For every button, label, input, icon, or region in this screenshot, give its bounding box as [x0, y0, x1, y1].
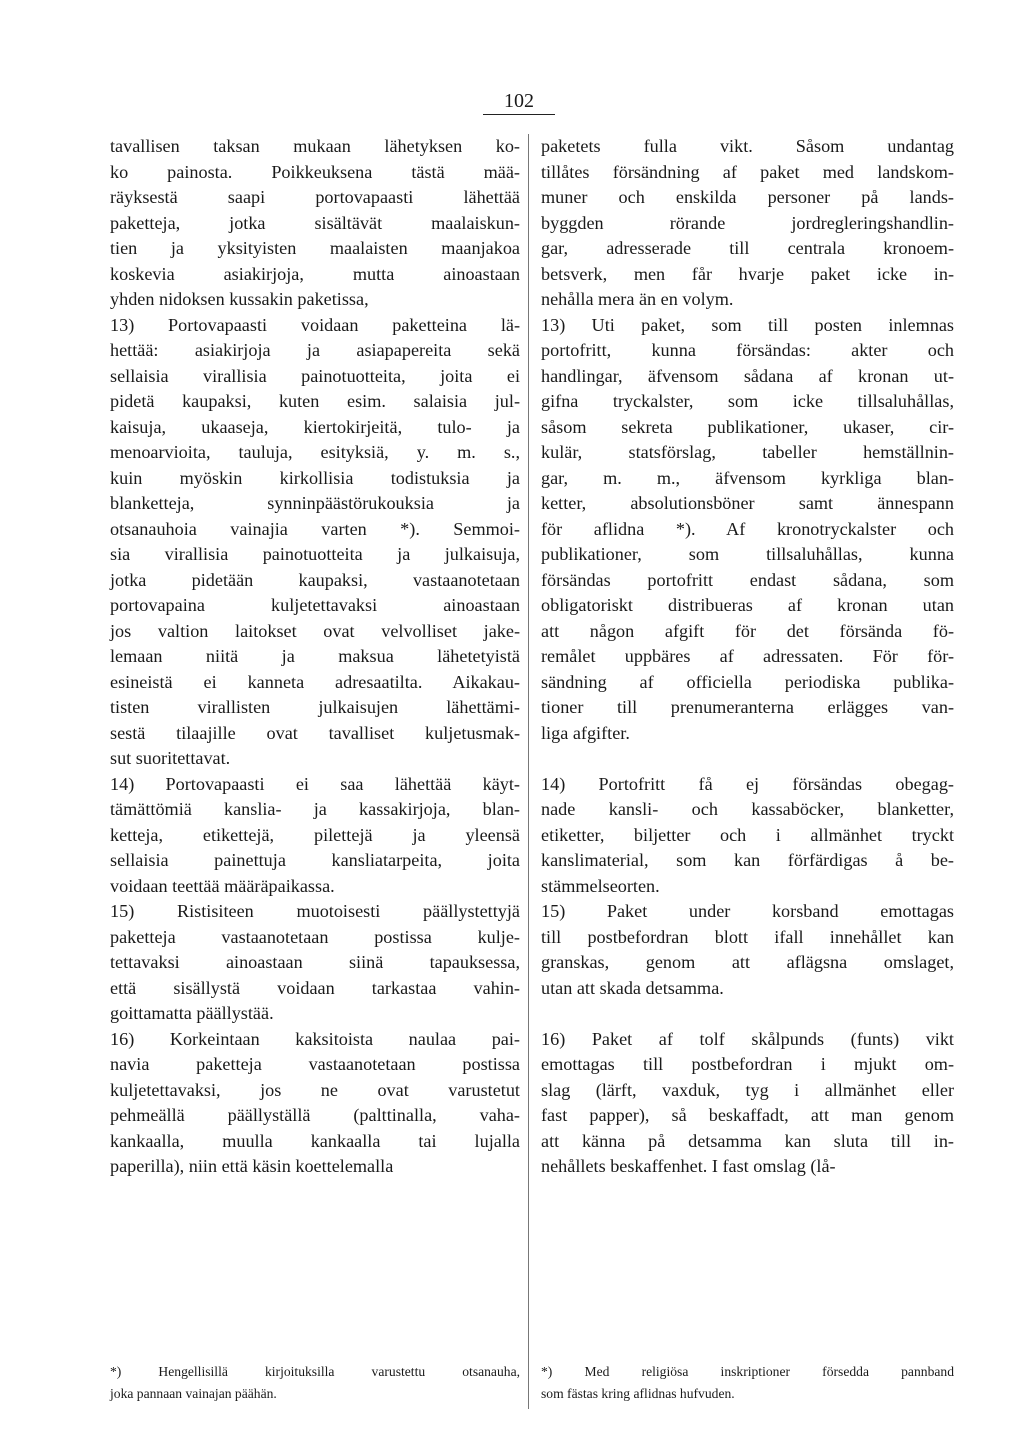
text-line: hettää: asiakirjoja ja asiapapereita sekä — [110, 340, 520, 360]
text-line: että sisällystä voidaan tarkastaa vahin- — [110, 977, 520, 998]
text-line: gar, adresserade till centrala kronoem- — [541, 238, 954, 258]
text-line: remålet uppbäres af adressaten. För för- — [541, 646, 954, 666]
text-line: 13) Portovapaasti voidaan paketteina lä- — [110, 314, 520, 335]
text-line: sut suoritettavat. — [110, 748, 231, 768]
text-line: ketteja, etikettejä, pilettejä ja yleensä — [110, 824, 520, 845]
text-line: försändas portofritt endast sådana, som — [541, 569, 954, 590]
text-line: jotka pidetään kaupaksi, vastaanotetaan — [110, 569, 520, 590]
text-line: esineistä ei kanneta adresaatilta. Aikakau- — [110, 671, 520, 692]
text-line: till postbefordran blott ifall innehållet kan — [541, 926, 954, 947]
text-line: såsom sekreta publikationer, ukaser, cir- — [541, 416, 954, 437]
text-line: paperilla), niin että käsin koettelemalla — [110, 1156, 394, 1176]
text-line: byggden rörande jordregleringshandlin- — [541, 212, 954, 233]
footnote-line: *) Hengellisillä kirjoituksilla varustettu otsanauha, — [110, 1364, 520, 1379]
paragraph-gap — [541, 1001, 954, 1027]
text-line: muner och enskilda personer på lands- — [541, 187, 954, 207]
text-line: 15) Ristisiteen muotoisesti päällystettyjä — [110, 901, 520, 921]
column-divider — [528, 134, 529, 1409]
text-line: nehållets beskaffenhet. I fast omslag (lå- — [541, 1156, 836, 1176]
text-line: 14) Portovapaasti ei saa lähettää käyt- — [110, 773, 520, 794]
text-line: voidaan teettää määräpaikassa. — [110, 875, 335, 896]
text-line: betsverk, men får hvarje paket icke in- — [541, 263, 954, 284]
text-line: ko painosta. Poikkeuksena tästä mää- — [110, 161, 520, 182]
text-line: tien ja yksityisten maalaisten maanjakoa — [110, 238, 520, 258]
text-line: att känna på detsamma kan sluta till in- — [541, 1130, 954, 1151]
text-line: tillåtes försändning af paket med landskom- — [541, 161, 954, 182]
footnote-line: som fästas kring aflidnas hufvuden. — [541, 1386, 735, 1401]
page-number-rule — [483, 114, 555, 115]
text-line: nade kansli- och kassaböcker, blanketter, — [541, 799, 954, 819]
text-line: 16) Korkeintaan kaksitoista naulaa pai- — [110, 1028, 520, 1049]
text-line: liga afgifter. — [541, 722, 630, 743]
finnish-column — [110, 134, 520, 1180]
text-line: paketteja vastaanotetaan postissa kulje- — [110, 926, 520, 947]
text-line: räyksestä saapi portovapaasti lähettää — [110, 187, 520, 207]
text-line: för aflidna *). Af kronotryckalster och — [541, 518, 954, 539]
text-line: pehmeällä päällyställä (palttinalla, vaha- — [110, 1105, 520, 1125]
text-line: kaisuja, ukaaseja, kiertokirjeitä, tulo- ja — [110, 416, 520, 437]
text-line: granskas, genom att aflägsna omslaget, — [541, 952, 954, 972]
text-line: blanketteja, synninpäästörukouksia ja — [110, 493, 520, 513]
text-line: handlingar, äfvensom sådana af kronan ut- — [541, 365, 954, 386]
paragraph-gap — [541, 746, 954, 772]
text-line: fast papper), så beskaffadt, att man genom — [541, 1105, 954, 1125]
text-line: sestä tilaajille ovat tavalliset kuljetusmak- — [110, 722, 520, 743]
text-line: menoarvioita, tauluja, esityksiä, y. m. s., — [110, 442, 520, 462]
text-line: kanslimaterial, som kan förfärdigas å be- — [541, 850, 954, 870]
footnote-line: *) Med religiösa inskriptioner försedda pannband — [541, 1364, 954, 1379]
text-line: yhden nidoksen kussakin paketissa, — [110, 289, 369, 309]
text-line: paketets fulla vikt. Såsom undantag — [541, 136, 954, 156]
text-line: kulär, statsförslag, tabeller hemställnin- — [541, 442, 954, 462]
text-line: jos valtion laitokset ovat velvolliset jake- — [110, 620, 520, 641]
finnish-footnote — [110, 1361, 520, 1405]
text-line: sändning af officiella periodiska publika- — [541, 671, 954, 692]
text-line: gar, m. m., äfvensom kyrkliga blan- — [541, 467, 954, 488]
text-line: etiketter, biljetter och i allmänhet tryckt — [541, 824, 954, 845]
text-line: publikationer, som tillsaluhållas, kunna — [541, 544, 954, 564]
text-line: kuin myöskin kirkollisia todistuksia ja — [110, 467, 520, 488]
text-line: att någon afgift för det försända fö- — [541, 620, 954, 641]
text-line: goittamatta päällystää. — [110, 1003, 274, 1023]
text-line: slag (lärft, vaxduk, tyg i allmänhet eller — [541, 1079, 954, 1100]
text-line: emottagas till postbefordran i mjukt om- — [541, 1054, 954, 1074]
text-line: koskevia asiakirjoja, mutta ainoastaan — [110, 263, 520, 284]
text-line: tettavaksi ainoastaan siinä tapauksessa, — [110, 952, 520, 972]
text-line: portofritt, kunna försändas: akter och — [541, 340, 954, 360]
text-line: nehålla mera än en volym. — [541, 289, 734, 309]
text-line: tämättömiä kanslia- ja kassakirjoja, blan- — [110, 799, 520, 819]
text-line: navia paketteja vastaanotetaan postissa — [110, 1054, 520, 1074]
text-line: gifna tryckalster, som icke tillsaluhållas, — [541, 391, 954, 411]
text-line: 13) Uti paket, som till posten inlemnas — [541, 314, 954, 335]
text-line: lemaan niitä ja maksua lähetetyistä — [110, 646, 520, 666]
swedish-footnote — [541, 1361, 954, 1405]
text-line: sellaisia painettuja kansliatarpeita, joita — [110, 850, 520, 870]
text-line: tavallisen taksan mukaan lähetyksen ko- — [110, 136, 520, 156]
page-number: 102 — [504, 90, 534, 112]
text-line: pidetä kaupaksi, kuten esim. salaisia jul- — [110, 391, 520, 411]
text-line: ketter, absolutionsböner samt ännespann — [541, 493, 954, 513]
text-line: paketteja, jotka sisältävät maalaiskun- — [110, 212, 520, 233]
text-line: tioner till prenumeranterna erlägges van- — [541, 697, 954, 717]
text-line: portovapaina kuljetettavaksi ainoastaan — [110, 595, 520, 615]
text-line: otsanauhoia vainajia varten *). Semmoi- — [110, 518, 520, 539]
text-line: stämmelseorten. — [541, 875, 660, 896]
text-line: sellaisia virallisia painotuotteita, joita ei — [110, 365, 520, 386]
text-line: 15) Paket under korsband emottagas — [541, 901, 954, 921]
text-line: kuljetettavaksi, jos ne ovat varustetut — [110, 1079, 520, 1100]
swedish-column — [541, 134, 954, 1180]
text-line: kankaalla, muulla kankaalla tai lujalla — [110, 1130, 520, 1151]
footnote-line: joka pannaan vainajan päähän. — [110, 1386, 277, 1401]
text-line: 14) Portofritt få ej försändas obegag- — [541, 773, 954, 794]
text-line: obligatoriskt distribueras af kronan utan — [541, 595, 954, 615]
text-line: 16) Paket af tolf skålpunds (funts) vikt — [541, 1028, 954, 1049]
text-line: tisten virallisten julkaisujen lähettämi- — [110, 697, 520, 717]
text-line: sia virallisia painotuotteita ja julkaisuja, — [110, 544, 520, 564]
text-line: utan att skada detsamma. — [541, 977, 724, 998]
